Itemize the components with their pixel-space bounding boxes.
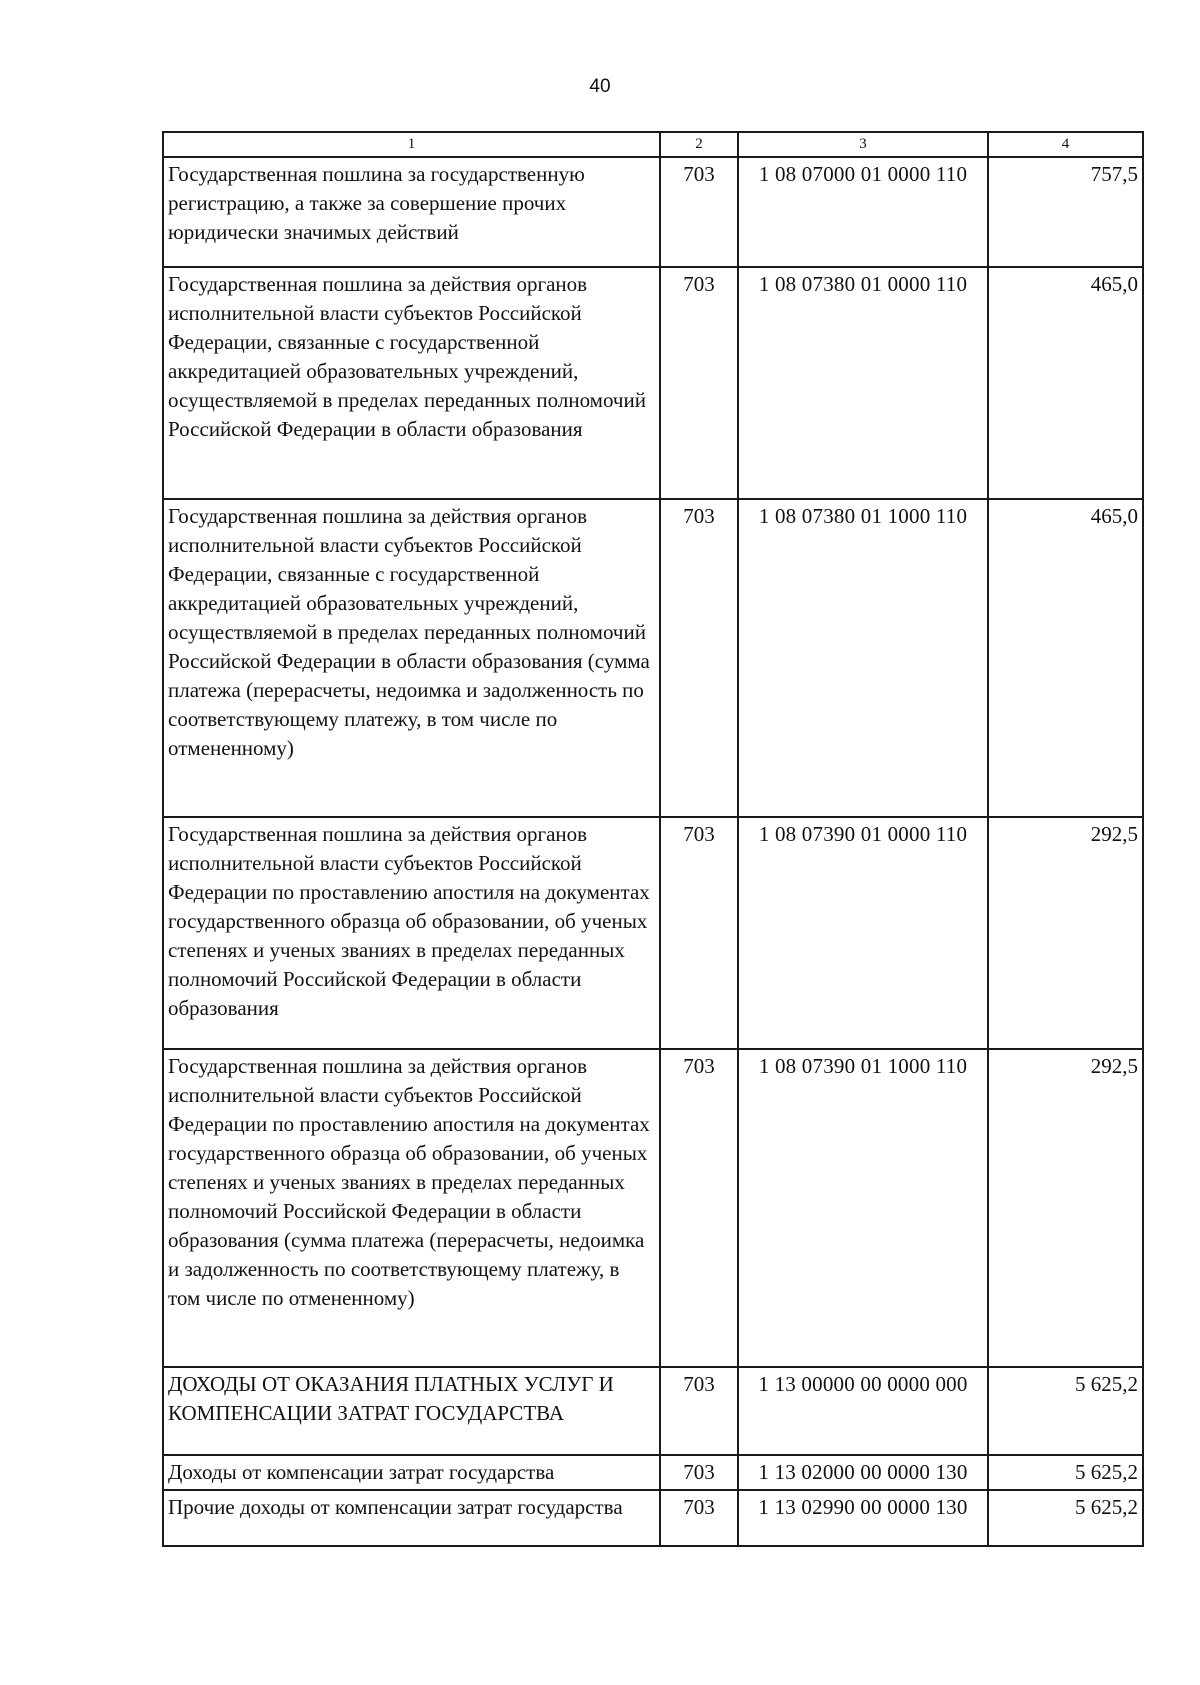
table-row xyxy=(163,157,1143,267)
revenue-name: Государственная пошлина за государственную регистрацию, а также за совершение прочих юридически значимых действий xyxy=(163,157,660,267)
revenue-table xyxy=(162,131,1144,1547)
table-row xyxy=(163,1455,1143,1490)
column-number-1: 1 xyxy=(163,132,660,157)
administrator-code: 703 xyxy=(660,1455,738,1490)
page-number: 40 xyxy=(589,76,611,97)
column-number-3: 3 xyxy=(738,132,988,157)
budget-classification-code: 1 13 02000 00 0000 130 xyxy=(738,1455,988,1490)
amount: 292,5 xyxy=(988,817,1143,1049)
budget-classification-code: 1 08 07390 01 1000 110 xyxy=(738,1049,988,1367)
table-row xyxy=(163,1490,1143,1546)
table-row xyxy=(163,267,1143,499)
budget-classification-code: 1 08 07000 01 0000 110 xyxy=(738,157,988,267)
revenue-name: Государственная пошлина за действия органов исполнительной власти субъектов Российской Федерации, связанные с государственной аккредитацией образовательных учреждений, осуществляемой в пределах переданных полномочий Российской Федерации в области образования (сумма платежа (перерасчеты, недоимка и задолженность по соответствующему платежу, в том числе по отмененному) xyxy=(163,499,660,817)
revenue-name: Государственная пошлина за действия органов исполнительной власти субъектов Российской Федерации по проставлению апостиля на документах государственного образца об образовании, об ученых степенях и ученых званиях в пределах переданных полномочий Российской Федерации в области образования xyxy=(163,817,660,1049)
budget-classification-code: 1 08 07380 01 1000 110 xyxy=(738,499,988,817)
table-row xyxy=(163,1367,1143,1455)
table-row xyxy=(163,1049,1143,1367)
administrator-code: 703 xyxy=(660,1367,738,1455)
table-header-row xyxy=(163,132,1143,157)
amount: 5 625,2 xyxy=(988,1367,1143,1455)
revenue-name: Государственная пошлина за действия органов исполнительной власти субъектов Российской Федерации по проставлению апостиля на документах государственного образца об образовании, об ученых степенях и ученых званиях в пределах переданных полномочий Российской Федерации в области образования (сумма платежа (перерасчеты, недоимка и задолженность по соответствующему платежу, в том числе по отмененному) xyxy=(163,1049,660,1367)
revenue-name: ДОХОДЫ ОТ ОКАЗАНИЯ ПЛАТНЫХ УСЛУГ И КОМПЕНСАЦИИ ЗАТРАТ ГОСУДАРСТВА xyxy=(163,1367,660,1455)
budget-classification-code: 1 08 07380 01 0000 110 xyxy=(738,267,988,499)
amount: 5 625,2 xyxy=(988,1490,1143,1546)
budget-classification-code: 1 13 00000 00 0000 000 xyxy=(738,1367,988,1455)
amount: 292,5 xyxy=(988,1049,1143,1367)
administrator-code: 703 xyxy=(660,267,738,499)
budget-classification-code: 1 08 07390 01 0000 110 xyxy=(738,817,988,1049)
table-row xyxy=(163,499,1143,817)
administrator-code: 703 xyxy=(660,157,738,267)
table-row xyxy=(163,817,1143,1049)
administrator-code: 703 xyxy=(660,1490,738,1546)
amount: 465,0 xyxy=(988,267,1143,499)
revenue-name: Доходы от компенсации затрат государства xyxy=(163,1455,660,1490)
column-number-4: 4 xyxy=(988,132,1143,157)
revenue-name: Прочие доходы от компенсации затрат государства xyxy=(163,1490,660,1546)
amount: 5 625,2 xyxy=(988,1455,1143,1490)
column-number-2: 2 xyxy=(660,132,738,157)
amount: 757,5 xyxy=(988,157,1143,267)
budget-classification-code: 1 13 02990 00 0000 130 xyxy=(738,1490,988,1546)
administrator-code: 703 xyxy=(660,1049,738,1367)
administrator-code: 703 xyxy=(660,499,738,817)
amount: 465,0 xyxy=(988,499,1143,817)
revenue-name: Государственная пошлина за действия органов исполнительной власти субъектов Российской Федерации, связанные с государственной аккредитацией образовательных учреждений, осуществляемой в пределах переданных полномочий Российской Федерации в области образования xyxy=(163,267,660,499)
administrator-code: 703 xyxy=(660,817,738,1049)
